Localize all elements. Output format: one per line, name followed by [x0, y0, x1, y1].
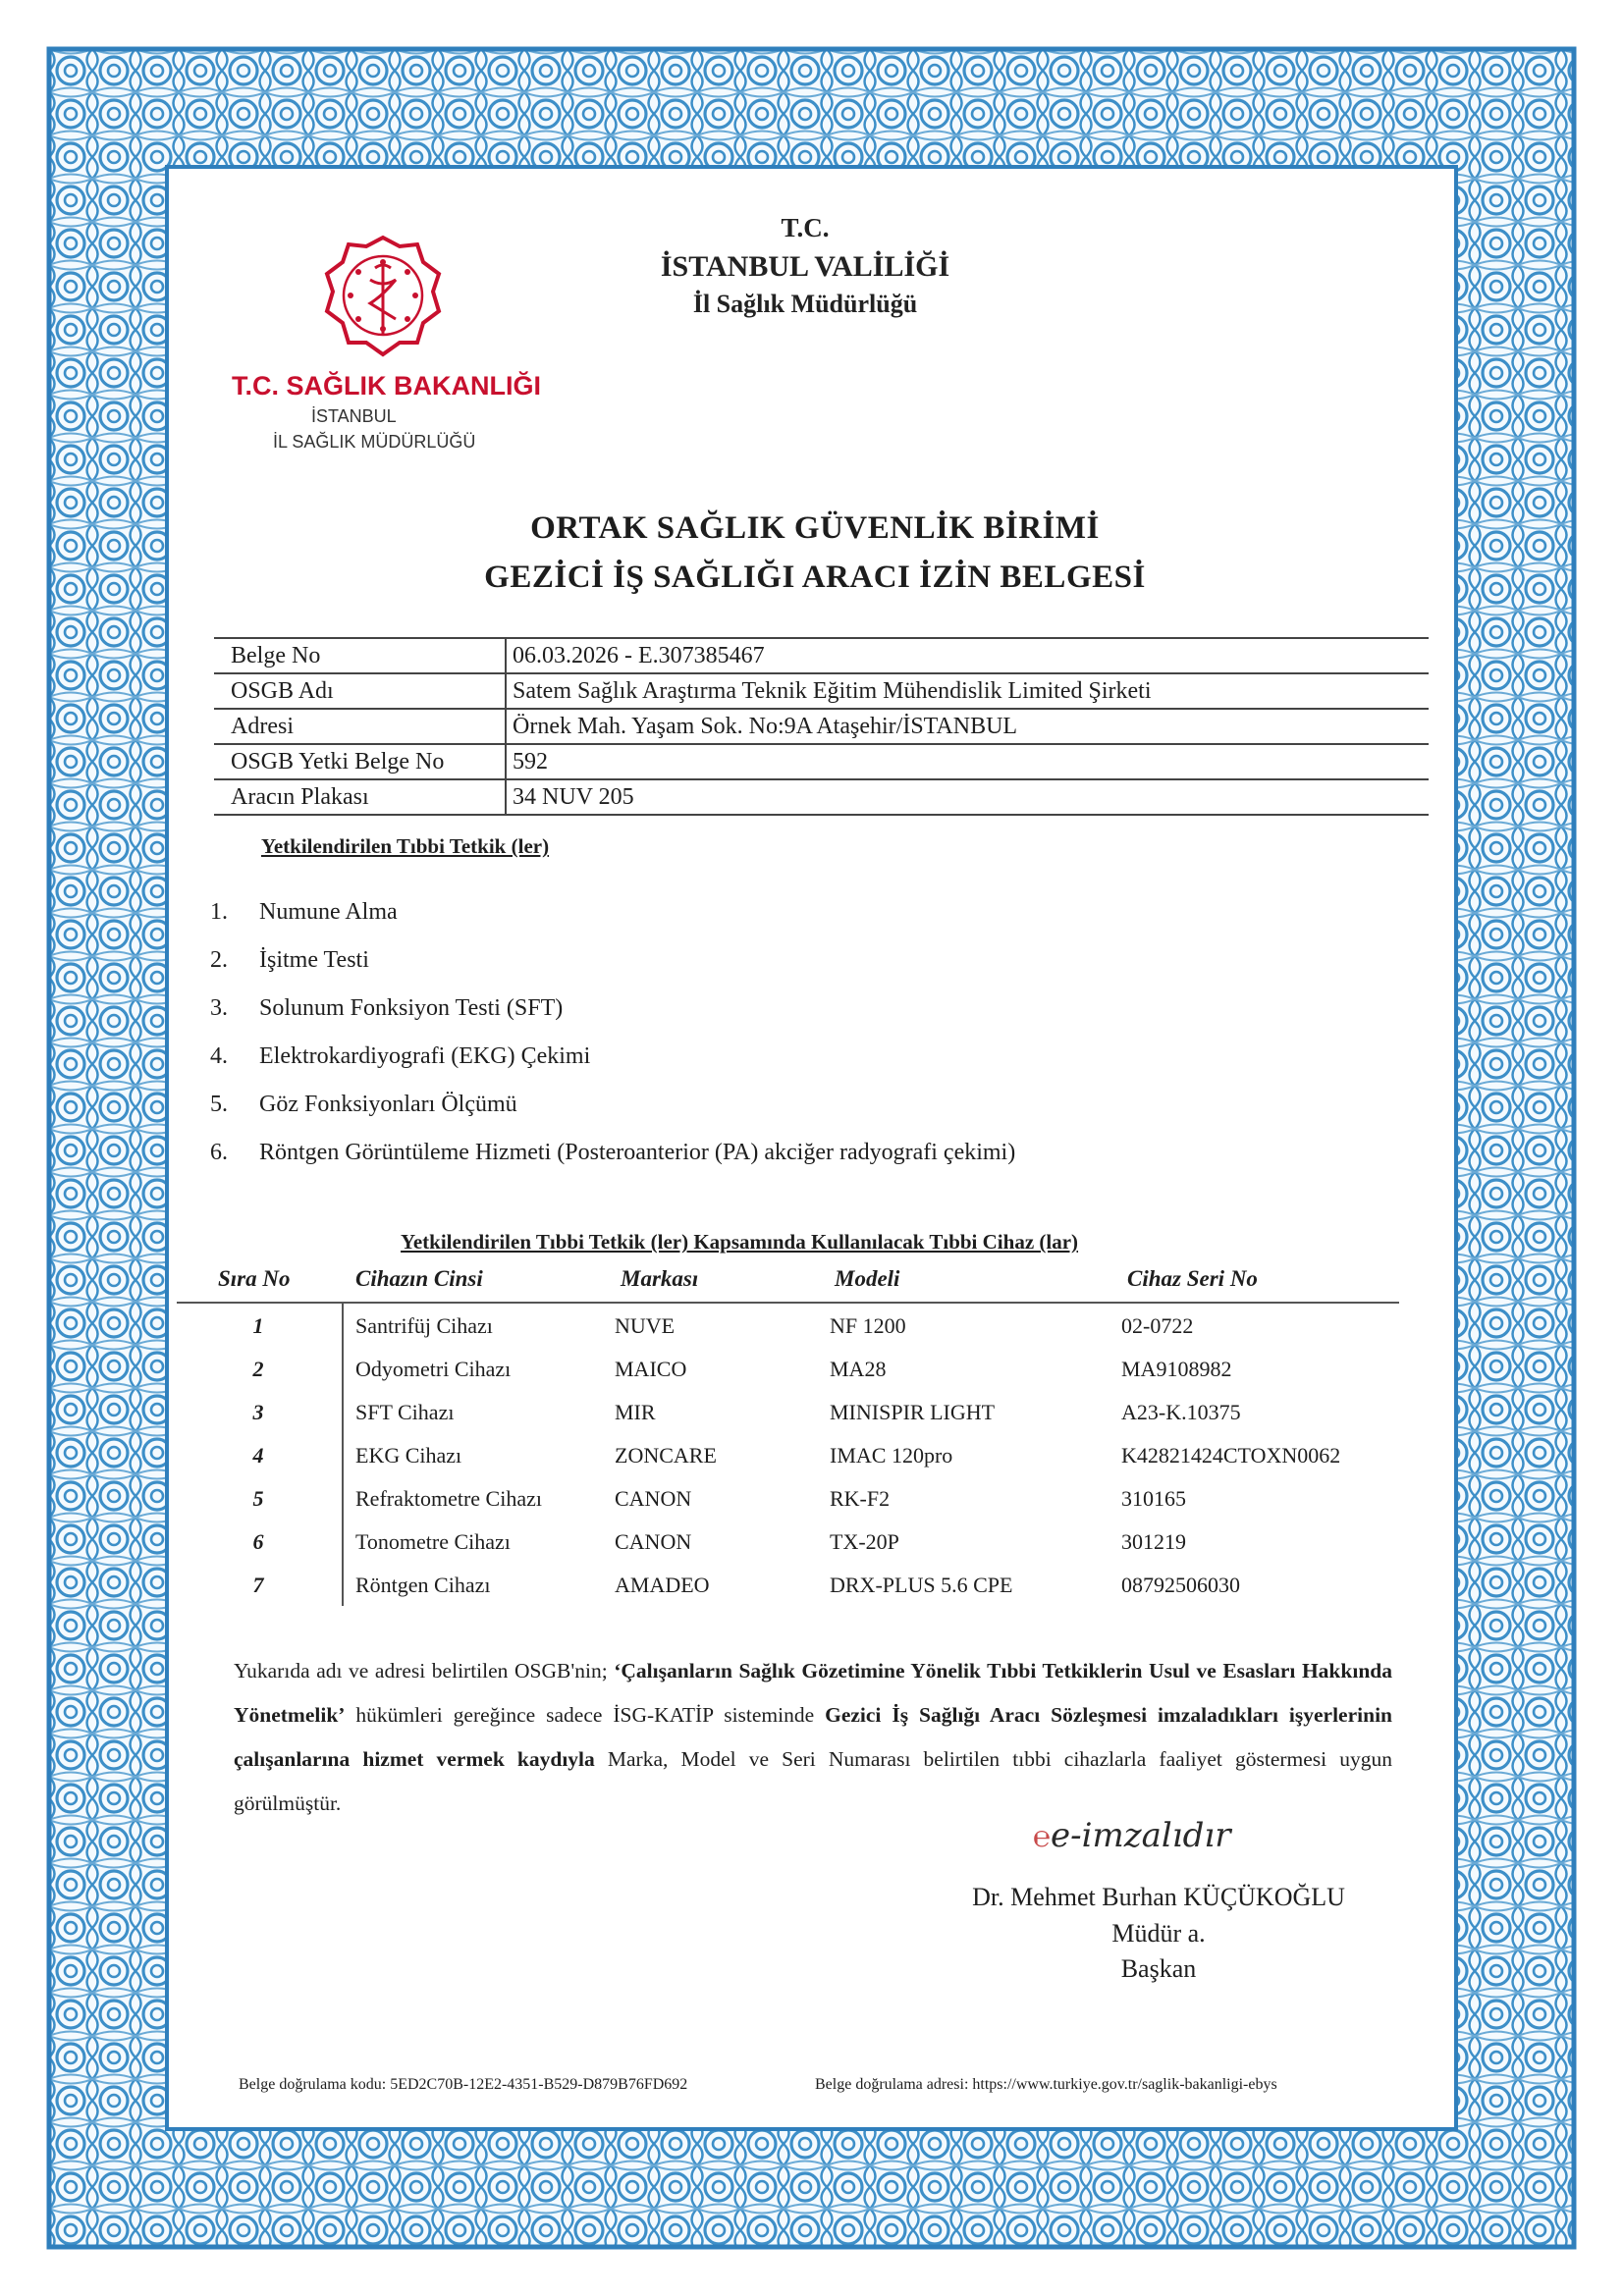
device-serial: 301219 — [1121, 1529, 1186, 1554]
test-item — [210, 888, 1015, 936]
header-mudurluk: İl Sağlık Müdürlüğü — [692, 290, 918, 318]
test-number: 1. — [210, 899, 228, 925]
info-value: 592 — [506, 744, 1429, 779]
info-row — [214, 638, 1429, 673]
test-item — [210, 985, 1015, 1033]
test-item — [210, 1129, 1015, 1177]
test-number: 6. — [210, 1140, 228, 1165]
test-item — [210, 936, 1015, 985]
device-brand: CANON — [615, 1529, 692, 1554]
test-text: Göz Fonksiyonları Ölçümü — [259, 1092, 517, 1117]
info-value: 06.03.2026 - E.307385467 — [506, 638, 1429, 673]
col-sira-no: Sıra No — [218, 1266, 291, 1291]
device-model: TX-20P — [830, 1529, 899, 1554]
info-label: OSGB Yetki Belge No — [214, 744, 506, 779]
device-serial: 08792506030 — [1121, 1573, 1240, 1597]
tests-list — [210, 888, 1015, 1177]
device-row — [177, 1433, 1399, 1476]
device-model: MINISPIR LIGHT — [830, 1400, 996, 1424]
approval-paragraph — [234, 1649, 1392, 1826]
test-number: 4. — [210, 1043, 228, 1069]
para-text-3: Marka, Model ve Seri Numarası belirtilen tıbbi cihazlarla faaliyet göstermesi uygun görülmüştür. — [234, 1747, 1392, 1815]
verification-code: Belge doğrulama kodu: 5ED2C70B-12E2-4351-B529-D879B76FD692 — [239, 2076, 688, 2093]
device-row — [177, 1563, 1399, 1606]
device-type: Odyometri Cihazı — [355, 1357, 512, 1381]
info-row — [214, 744, 1429, 779]
device-row — [177, 1476, 1399, 1520]
test-text: Numune Alma — [259, 899, 398, 925]
device-model: DRX-PLUS 5.6 CPE — [830, 1573, 1013, 1597]
device-serial: A23-K.10375 — [1121, 1400, 1241, 1424]
col-markasi: Markası — [621, 1266, 699, 1291]
test-text: Elektrokardiyografi (EKG) Çekimi — [259, 1043, 591, 1069]
test-item — [210, 1081, 1015, 1129]
device-serial: MA9108982 — [1121, 1357, 1232, 1381]
device-type: Santrifüj Cihazı — [355, 1313, 493, 1338]
device-no: 3 — [252, 1400, 264, 1424]
device-type: SFT Cihazı — [355, 1400, 455, 1424]
device-serial: 310165 — [1121, 1486, 1186, 1511]
signatory-name: Dr. Mehmet Burhan KÜÇÜKOĞLU — [972, 1883, 1345, 1911]
para-bold-1: ‘Çalışanların Sağlık Gözetimine Yönelik Tıbbi Tetkiklerin Usul ve Esasları Hakkında Yönetmelik’ — [234, 1659, 1392, 1727]
device-brand: MAICO — [615, 1357, 687, 1381]
device-brand: NUVE — [615, 1313, 676, 1338]
test-number: 2. — [210, 947, 228, 973]
device-no: 5 — [252, 1486, 264, 1511]
device-no: 4 — [252, 1443, 264, 1468]
device-brand: MIR — [615, 1400, 656, 1424]
device-row — [177, 1390, 1399, 1433]
devices-table-header — [177, 1258, 1399, 1304]
info-label: Belge No — [214, 638, 506, 673]
device-brand: AMADEO — [615, 1573, 710, 1597]
tests-heading: Yetkilendirilen Tıbbi Tetkik (ler) — [261, 834, 550, 858]
test-item — [210, 1033, 1015, 1081]
device-brand: ZONCARE — [615, 1443, 717, 1468]
e-signature-mark-icon: ℮ — [1033, 1820, 1052, 1854]
para-bold-2: Gezici İş Sağlığı Aracı Sözleşmesi imzaladıkları işyerlerinin çalışanlarına hizmet vermek kaydıyla — [234, 1703, 1393, 1771]
header-valilik: İSTANBUL VALİLİĞİ — [660, 250, 950, 283]
device-row — [177, 1304, 1399, 1347]
test-text: Röntgen Görüntüleme Hizmeti (Posteroanterior (PA) akciğer radyografi çekimi) — [259, 1140, 1016, 1165]
para-text-1: Yukarıda adı ve adresi belirtilen OSGB'nin; — [234, 1659, 615, 1682]
device-model: NF 1200 — [830, 1313, 906, 1338]
device-no: 7 — [252, 1573, 264, 1597]
device-model: IMAC 120pro — [830, 1443, 953, 1468]
col-seri-no: Cihaz Seri No — [1127, 1266, 1258, 1291]
info-row — [214, 673, 1429, 709]
info-label: OSGB Adı — [214, 673, 506, 709]
device-row — [177, 1520, 1399, 1563]
devices-table — [177, 1258, 1399, 1606]
device-model: RK-F2 — [830, 1486, 891, 1511]
info-label: Adresi — [214, 709, 506, 744]
device-model: MA28 — [830, 1357, 887, 1381]
col-cihaz-cinsi: Cihazın Cinsi — [355, 1266, 483, 1291]
test-text: İşitme Testi — [259, 947, 369, 973]
device-row — [177, 1347, 1399, 1390]
device-serial: 02-0722 — [1121, 1313, 1194, 1338]
device-type: Tonometre Cihazı — [355, 1529, 511, 1554]
device-no: 6 — [252, 1529, 264, 1554]
col-modeli: Modeli — [835, 1266, 900, 1291]
signatory-role: Müdür a. — [1111, 1919, 1206, 1948]
device-brand: CANON — [615, 1486, 692, 1511]
verification-address: Belge doğrulama adresi: https://www.turkiye.gov.tr/saglik-bakanligi-ebys — [815, 2076, 1277, 2093]
logo-ministry-name: T.C. SAĞLIK BAKANLIĞI — [232, 371, 541, 400]
device-type: Refraktometre Cihazı — [355, 1486, 542, 1511]
doc-title-line2: GEZİCİ İŞ SAĞLIĞI ARACI İZİN BELGESİ — [484, 560, 1146, 595]
ministry-emblem-icon — [319, 233, 447, 360]
info-value: Örnek Mah. Yaşam Sok. No:9A Ataşehir/İSTANBUL — [506, 709, 1429, 744]
para-text-2: hükümleri gereğince sadece İSG-KATİP sisteminde — [345, 1703, 826, 1727]
info-table — [214, 637, 1429, 816]
info-row — [214, 779, 1429, 815]
logo-unit: İL SAĞLIK MÜDÜRLÜĞÜ — [273, 432, 476, 452]
e-signature-note — [1033, 1816, 1231, 1855]
signatory-title: Başkan — [1120, 1954, 1197, 1983]
info-value: 34 NUV 205 — [506, 779, 1429, 815]
device-no: 1 — [252, 1313, 264, 1338]
info-row — [214, 709, 1429, 744]
device-serial: K42821424CTOXN0062 — [1121, 1443, 1341, 1468]
info-label: Aracın Plakası — [214, 779, 506, 815]
test-text: Solunum Fonksiyon Testi (SFT) — [259, 995, 564, 1021]
header-tc: T.C. — [781, 213, 830, 242]
info-value: Satem Sağlık Araştırma Teknik Eğitim Mühendislik Limited Şirketi — [506, 673, 1429, 709]
test-number: 5. — [210, 1092, 228, 1117]
device-type: EKG Cihazı — [355, 1443, 462, 1468]
devices-heading: Yetkilendirilen Tıbbi Tetkik (ler) Kapsamında Kullanılacak Tıbbi Cihaz (lar) — [401, 1230, 1079, 1254]
logo-city: İSTANBUL — [311, 406, 397, 426]
e-signature-text: e-imzalıdır — [1051, 1816, 1231, 1855]
test-number: 3. — [210, 995, 228, 1021]
doc-title-line1: ORTAK SAĞLIK GÜVENLİK BİRİMİ — [530, 510, 1100, 546]
device-type: Röntgen Cihazı — [355, 1573, 491, 1597]
device-no: 2 — [252, 1357, 264, 1381]
